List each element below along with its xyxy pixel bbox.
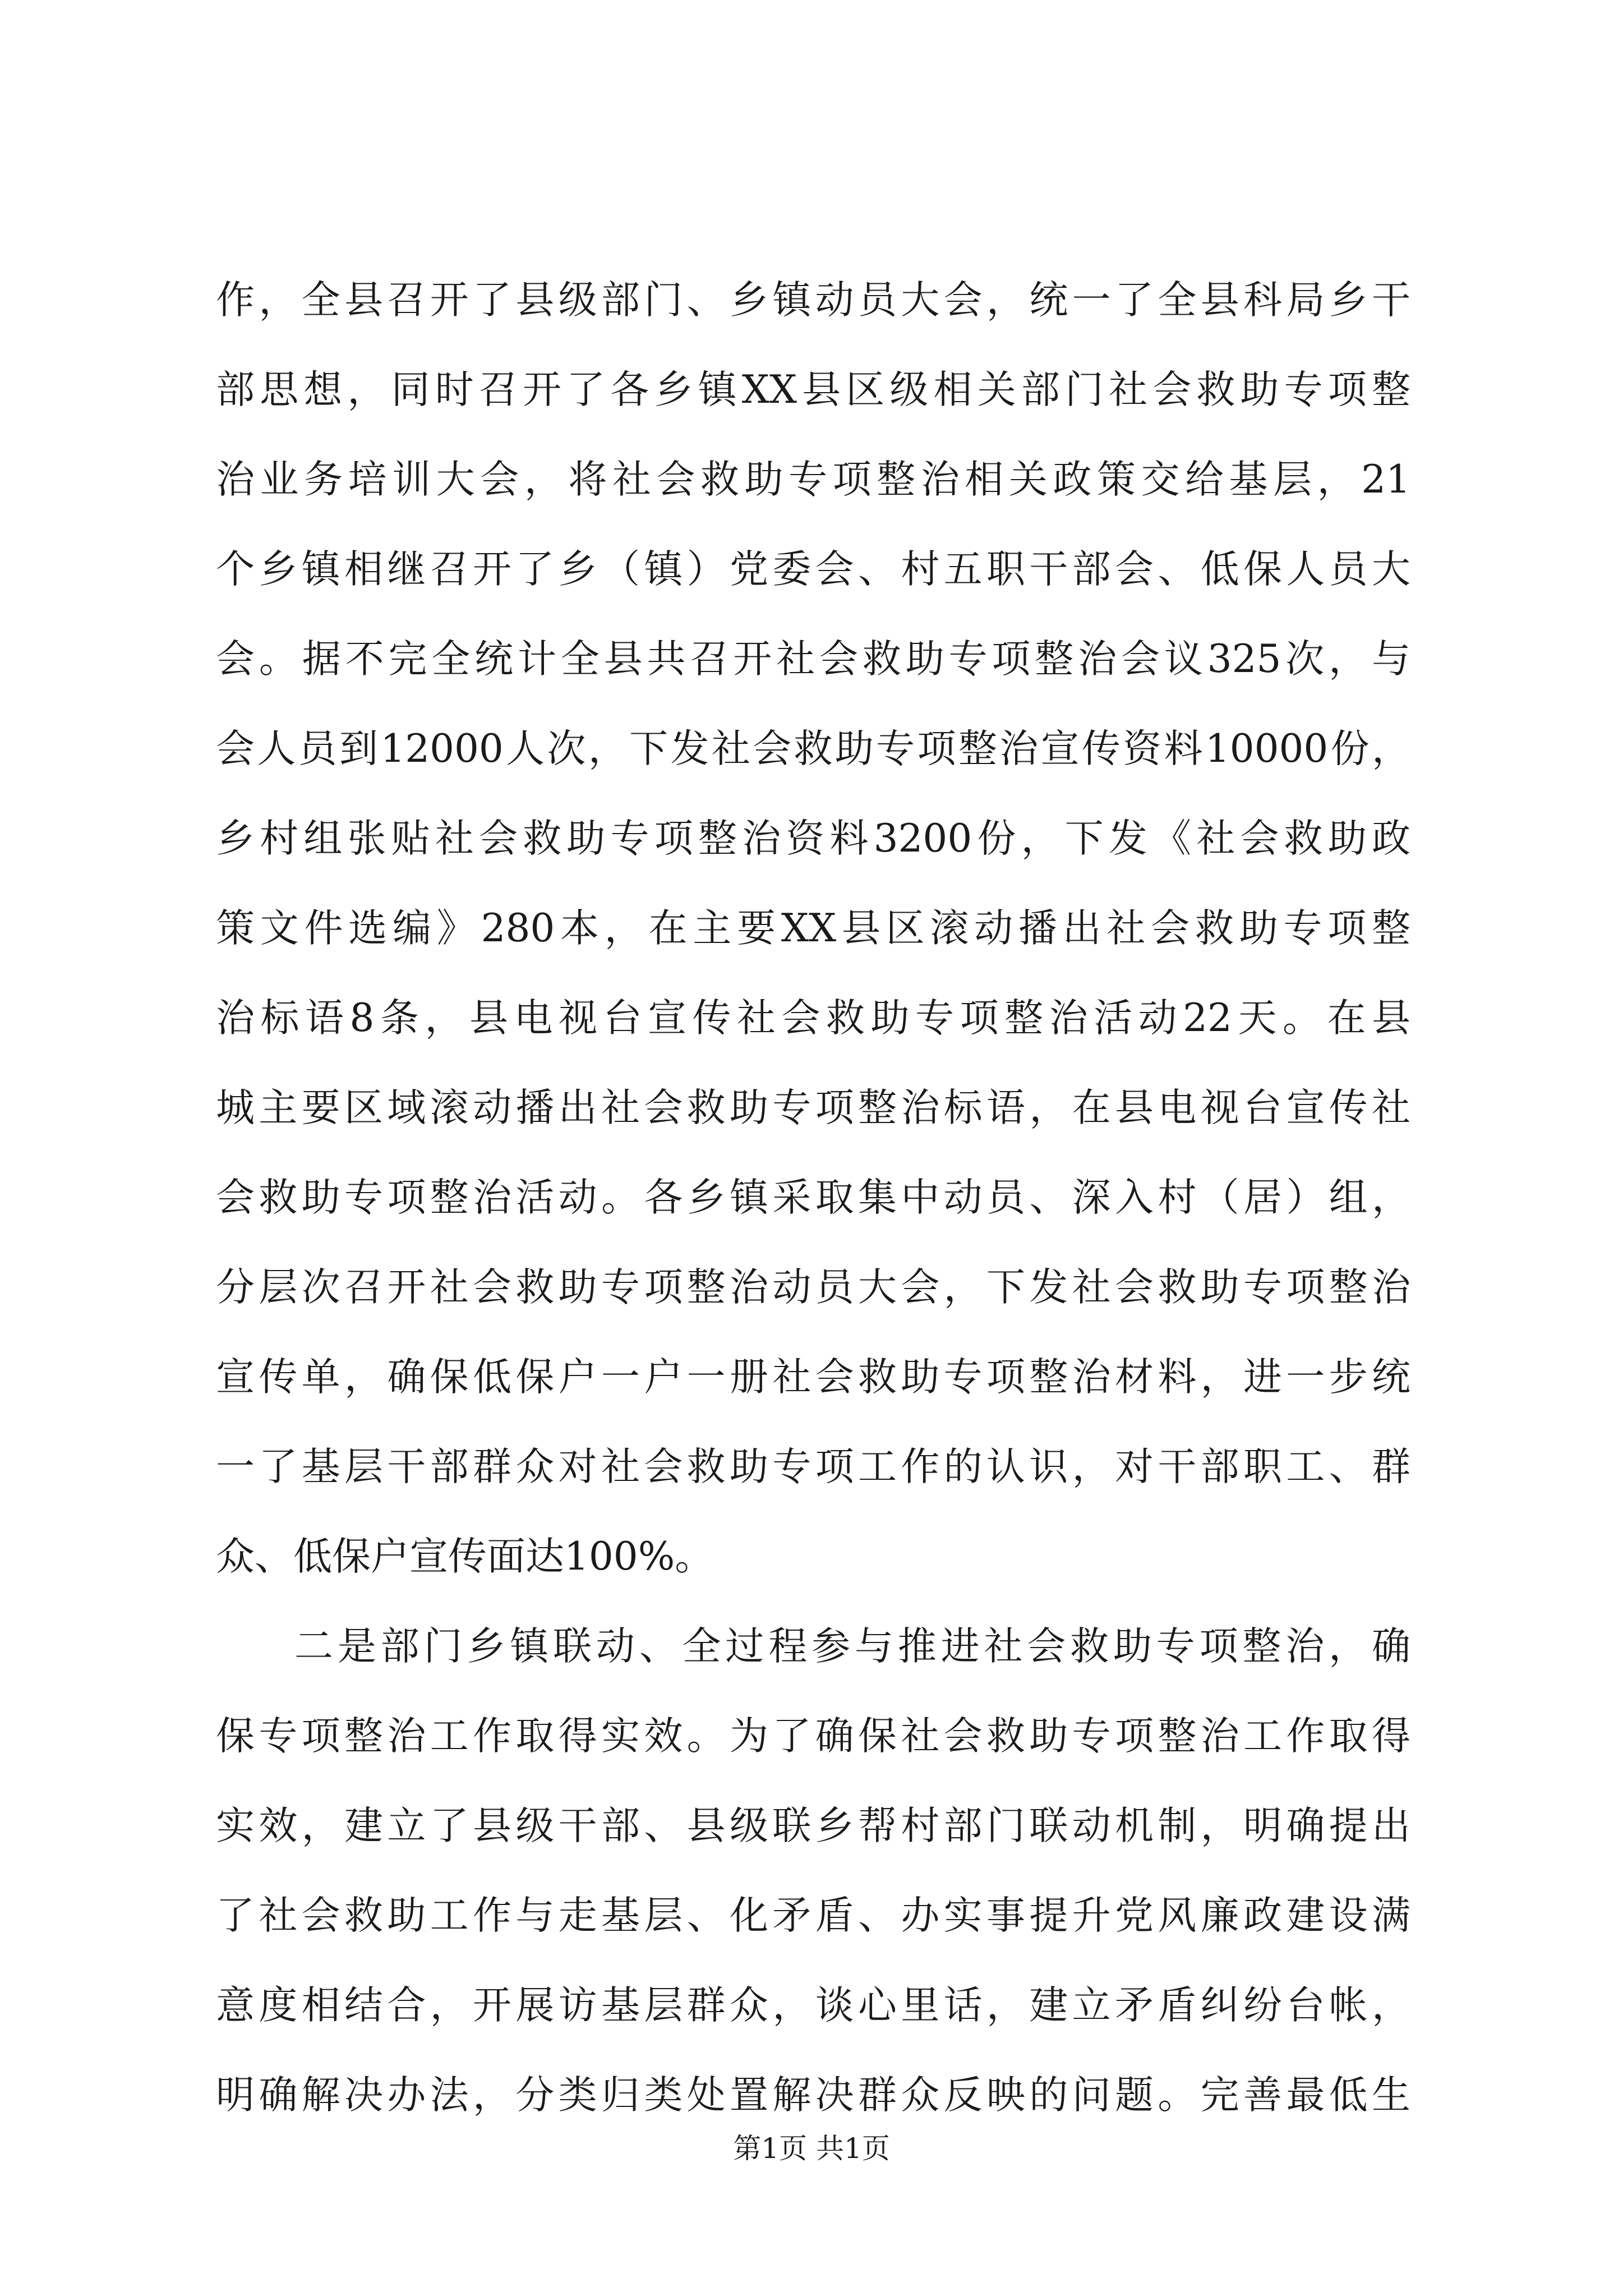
body-text (216, 255, 1410, 2140)
text-line: 治业务培训大会，将社会救助专项整治相关政策交给基层，21 (216, 457, 1410, 502)
text-line: 乡村组张贴社会救助专项整治资料3200份，下发《社会救助政 (216, 816, 1410, 861)
text-line: 作，全县召开了县级部门、乡镇动员大会，统一了全县科局乡干 (216, 278, 1410, 323)
text-line: 个乡镇相继召开了乡（镇）党委会、村五职干部会、低保人员大 (216, 547, 1410, 592)
text-line: 实效，建立了县级干部、县级联乡帮村部门联动机制，明确提出 (216, 1803, 1410, 1848)
text-line: 保专项整治工作取得实效。为了确保社会救助专项整治工作取得 (216, 1714, 1410, 1759)
page-footer: 第1页 共1页 (733, 2132, 890, 2165)
text-line: 会人员到12000人次，下发社会救助专项整治宣传资料10000份， (216, 726, 1410, 771)
text-line: 一了基层干部群众对社会救助专项工作的认识，对干部职工、群 (216, 1444, 1410, 1489)
text-line: 众、低保户宣传面达100%。 (216, 1534, 714, 1579)
text-line: 会。据不完全统计全县共召开社会救助专项整治会议325次，与 (216, 637, 1410, 682)
text-line: 治标语8条，县电视台宣传社会救助专项整治活动22天。在县 (216, 996, 1410, 1041)
text-line: 分层次召开社会救助专项整治动员大会，下发社会救助专项整治 (216, 1265, 1410, 1310)
text-line: 宣传单，确保低保户一户一册社会救助专项整治材料，进一步统 (216, 1355, 1410, 1400)
text-line: 会救助专项整治活动。各乡镇采取集中动员、深入村（居）组， (216, 1175, 1410, 1220)
text-line: 意度相结合，开展访基层群众，谈心里话，建立矛盾纠纷台帐， (216, 1983, 1410, 2028)
text-line: 二是部门乡镇联动、全过程参与推进社会救助专项整治，确 (294, 1624, 1410, 1669)
text-line: 了社会救助工作与走基层、化矛盾、办实事提升党风廉政建设满 (216, 1893, 1410, 1938)
text-line: 城主要区域滚动播出社会救助专项整治标语，在县电视台宣传社 (216, 1085, 1410, 1130)
text-line: 部思想，同时召开了各乡镇XX县区级相关部门社会救助专项整 (216, 367, 1410, 412)
text-line: 策文件选编》280本，在主要XX县区滚动播出社会救助专项整 (216, 906, 1410, 951)
text-line: 明确解决办法，分类归类处置解决群众反映的问题。完善最低生 (216, 2073, 1410, 2118)
